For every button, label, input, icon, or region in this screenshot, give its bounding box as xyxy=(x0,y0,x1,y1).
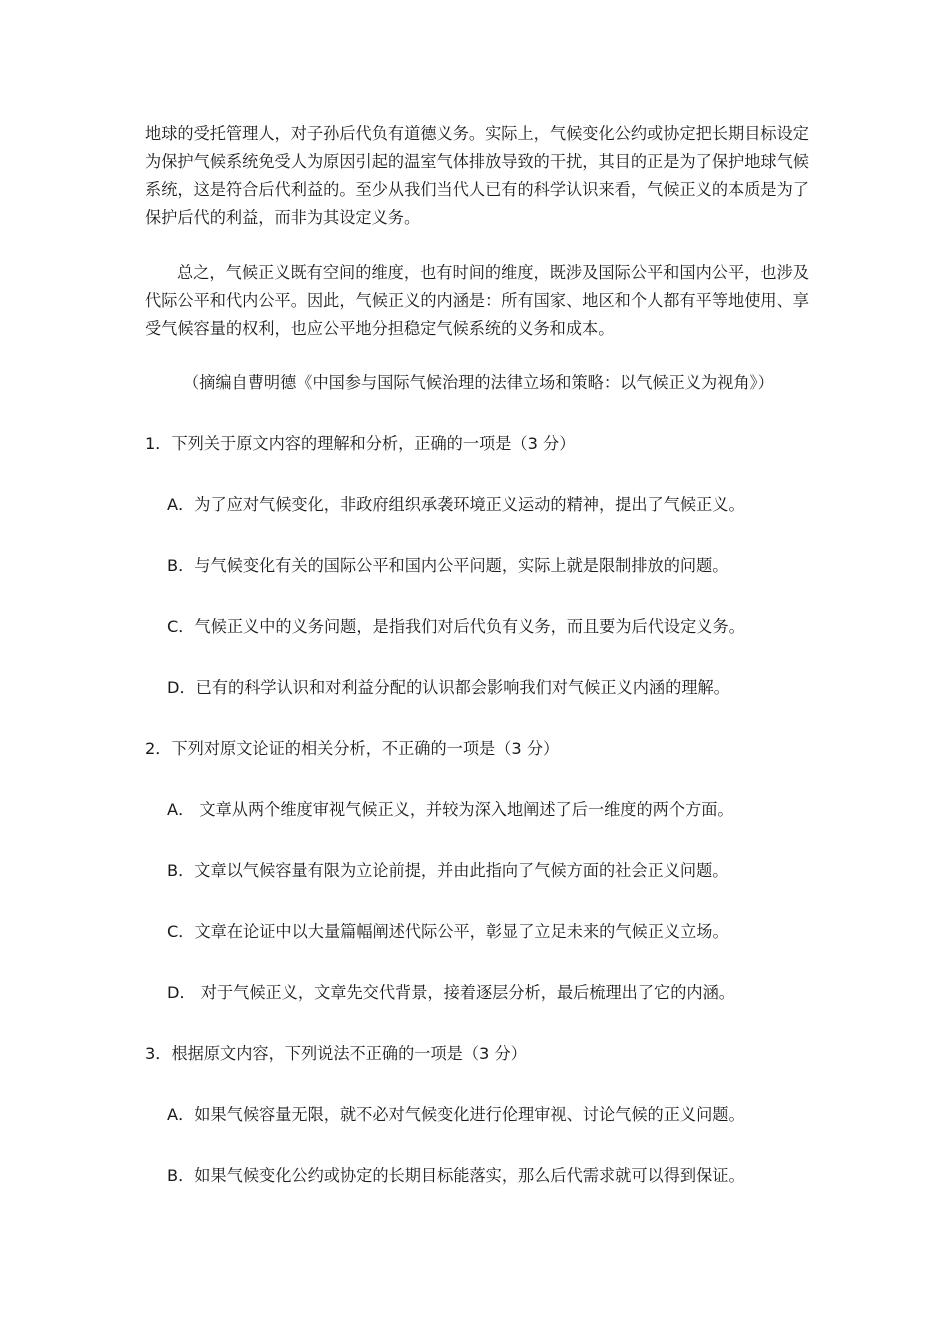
question-1-option-b: B．与气候变化有关的国际公平和国内公平问题，实际上就是限制排放的问题。 xyxy=(167,556,729,575)
question-3-option-a: A．如果气候容量无限，就不必对气候变化进行伦理审视、讨论气候的正义问题。 xyxy=(167,1105,745,1124)
question-3-stem: 3．根据原文内容，下列说法不正确的一项是（3 分） xyxy=(145,1044,527,1063)
question-2-stem: 2．下列对原文论证的相关分析，不正确的一项是（3 分） xyxy=(145,739,560,758)
question-1-option-d: D．已有的科学认识和对利益分配的认识都会影响我们对气候正义内涵的理解。 xyxy=(167,678,730,697)
passage-paragraph-1: 地球的受托管理人，对子孙后代负有道德义务。实际上，气候变化公约或协定把长期目标设定为保护气候系统免受人为原因引起的温室气体排放导致的干扰，其目的正是为了保护地球气候系统，这是符合后代利益的。至少从我们当代人已有的科学认识来看，气候正义的本质是为了保护后代的利益，而非为其设定义务。 xyxy=(145,124,809,227)
question-3-option-b: B．如果气候变化公约或协定的长期目标能落实，那么后代需求就可以得到保证。 xyxy=(167,1166,745,1185)
question-1-option-c: C．气候正义中的义务问题，是指我们对后代负有义务，而且要为后代设定义务。 xyxy=(167,617,745,636)
passage-paragraph-2: 总之，气候正义既有空间的维度，也有时间的维度，既涉及国际公平和国内公平，也涉及代际公平和代内公平。因此，气候正义的内涵是：所有国家、地区和个人都有平等地使用、享受气候容量的权利，也应公平地分担稳定气候系统的义务和成本。 xyxy=(145,263,809,338)
question-2-option-b: B．文章以气候容量有限为立论前提，并由此指向了气候方面的社会正义问题。 xyxy=(167,861,729,880)
question-1-stem: 1．下列关于原文内容的理解和分析，正确的一项是（3 分） xyxy=(145,434,576,453)
question-1-option-a: A．为了应对气候变化，非政府组织承袭环境正义运动的精神，提出了气候正义。 xyxy=(167,495,745,514)
question-2-option-c: C．文章在论证中以大量篇幅阐述代际公平，彰显了立足未来的气候正义立场。 xyxy=(167,922,729,941)
passage-source: （摘编自曹明德《中国参与国际气候治理的法律立场和策略：以气候正义为视角》） xyxy=(183,373,774,392)
question-2-option-d: D． 对于气候正义，文章先交代背景，接着逐层分析，最后梳理出了它的内涵。 xyxy=(167,983,735,1002)
question-2-option-a: A． 文章从两个维度审视气候正义，并较为深入地阐述了后一维度的两个方面。 xyxy=(167,800,734,819)
